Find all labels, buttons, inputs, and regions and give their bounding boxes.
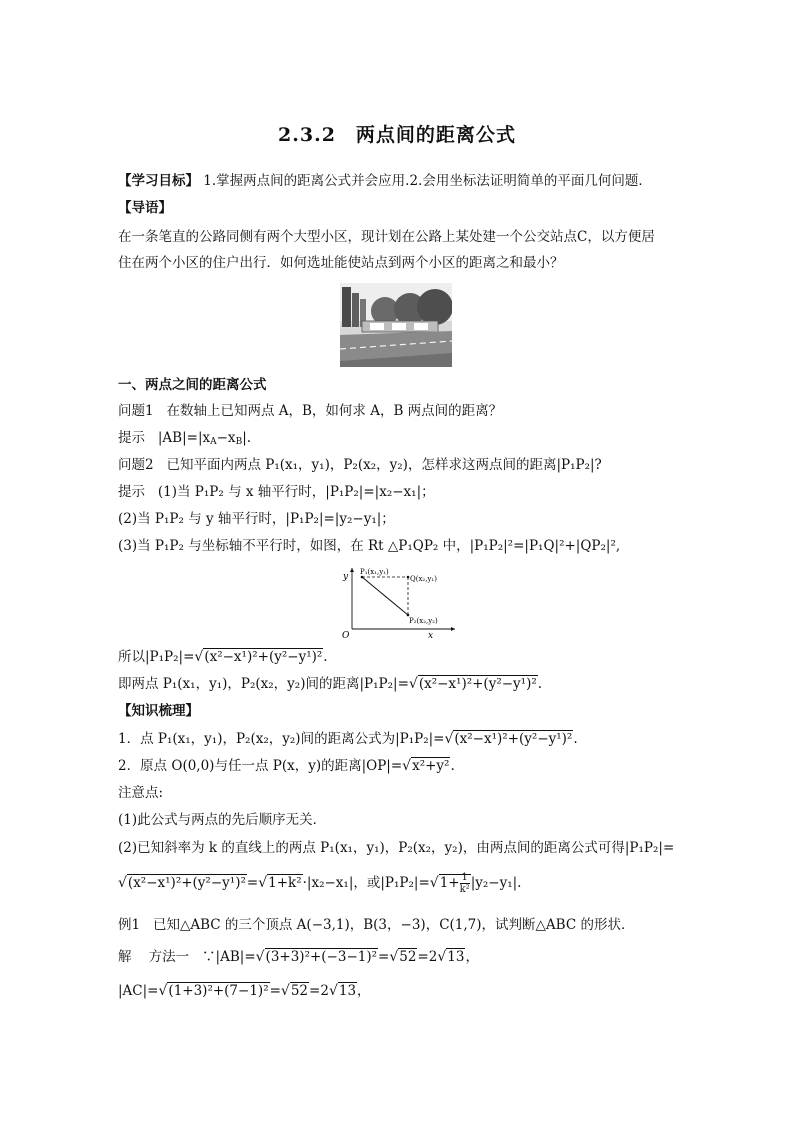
q-label: Q(x₂,y₁) <box>410 575 437 583</box>
p1-label: P₁(x₁,y₁) <box>360 568 389 576</box>
question-2 <box>118 454 688 476</box>
solution-ac-line: |AC|=√(1+3)²+(7−1)²=√52=2√13， <box>118 983 371 999</box>
note-radical-1: (x²−x¹)²+(y²−y¹)² <box>127 875 246 891</box>
segment-p1p2 <box>362 577 408 615</box>
knowledge-1-suffix: . <box>573 731 578 747</box>
ac-radical: (1+3)²+(7−1)² <box>168 983 269 999</box>
note-radical-3 <box>439 872 471 895</box>
that-prefix: 即两点 P₁(x₁，y₁)，P₂(x₂，y₂)间的距离|P₁P₂|= <box>118 676 409 692</box>
hint-2-case-2: (2)当 P₁P₂ 与 y 轴平行时，|P₁P₂|=|y₂−y₁|； <box>118 511 395 527</box>
note-fraction <box>460 872 470 895</box>
so-suffix: . <box>323 649 328 665</box>
intro-line-1: 在一条笔直的公路同侧有两个大型小区，现计划在公路上某处建一个公交站点C，以方便居 <box>118 229 655 245</box>
page-title: 2.3.2 两点间的距离公式 <box>278 124 516 146</box>
example-1 <box>118 914 688 936</box>
hint-2-case-3: (3)当 P₁P₂ 与坐标轴不平行时，如图，在 Rt △P₁QP₂ 中，|P₁P₂|²=|P₁Q|²+|QP₂|², <box>118 538 621 554</box>
learning-objectives <box>118 170 688 192</box>
so-prefix: 所以|P₁P₂|= <box>118 649 195 665</box>
example-1-text: 已知△ABC 的三个顶点 A(−3,1)，B(3，−3)，C(1,7)，试判断△ABC 的形状． <box>152 917 635 933</box>
intro-line-2: 住在两个小区的住户出行．如何选址能使站点到两个小区的距离之和最小？ <box>118 255 564 271</box>
question-2-text: 已知平面内两点 P₁(x₁，y₁)，P₂(x₂，y₂)，怎样求这两点间的距离|P₁P₂|? <box>166 457 602 473</box>
hint-2 <box>118 481 688 503</box>
question-2-label: 问题2 <box>118 457 154 473</box>
note-2: (2)已知斜率为 k 的直线上的两点 P₁(x₁，y₁)，P₂(x₂，y₂)，由两点间的距离公式可得|P₁P₂|= <box>118 840 675 856</box>
intro-tag: 【导语】 <box>118 200 172 216</box>
objectives-text: 1.掌握两点间的距离公式并会应用.2.会用坐标法证明简单的平面几何问题． <box>203 173 652 189</box>
hint-1 <box>118 427 688 453</box>
ac-end: ， <box>357 983 371 999</box>
solution-label: 解 <box>118 949 132 965</box>
so-radical: (x²−x¹)²+(y²−y¹)² <box>204 649 323 665</box>
knowledge-2-suffix: . <box>450 758 455 774</box>
notes-title: 注意点: <box>118 785 164 801</box>
ab-eq: = <box>378 949 390 965</box>
ab-sqrt-13: 13 <box>447 949 465 965</box>
distance-figure <box>340 565 460 640</box>
question-1-text: 在数轴上已知两点 A，B，如何求 A，B 两点间的距离？ <box>166 403 503 419</box>
ac-sqrt-13: 13 <box>338 983 357 999</box>
ac-sqrt-52: 52 <box>290 983 309 999</box>
ab-eq2: =2 <box>417 949 438 965</box>
ac-eq: = <box>269 983 281 999</box>
note-2-formula: √(x²−x¹)²+(y²−y¹)²=√1+k²·|x₂−x₁|，或|P₁P₂|=√1+ $\frac{1}{\text{k²}}$ |y₂−y₁|. <box>118 872 522 895</box>
note-end: |y₂−y₁|. <box>470 875 522 891</box>
that-suffix: . <box>537 676 543 692</box>
hint-1-sub-a: A <box>210 437 217 447</box>
knowledge-1-prefix: 1．点 P₁(x₁，y₁)，P₂(x₂，y₂)间的距离公式为|P₁P₂|= <box>118 731 445 747</box>
x-axis-label: x <box>428 631 434 640</box>
that-radical: (x²−x¹)²+(y²−y¹)² <box>418 676 537 692</box>
knowledge-2-radical: x²+y² <box>412 758 450 774</box>
hint-2-label: 提示 <box>118 484 145 500</box>
knowledge-item-2: 2．原点 O(0,0)与任一点 P(x，y)的距离|OP|=√x²+y². <box>118 758 455 774</box>
solution-method: 方法一 <box>148 949 190 965</box>
origin-label: O <box>342 631 350 640</box>
question-1-label: 问题1 <box>118 403 154 419</box>
ab-radical: (3+3)²+(−3−1)² <box>265 949 378 965</box>
ab-end: ， <box>465 949 479 965</box>
note-1: (1)此公式与两点的先后顺序无关． <box>118 812 327 828</box>
y-axis-label: y <box>343 572 349 582</box>
hint-1-sub-b: B <box>235 437 243 447</box>
hint-2-case-1: (1)当 P₁P₂ 与 x 轴平行时，|P₁P₂|=|x₂−x₁|； <box>157 484 435 500</box>
note-eq: = <box>246 875 259 891</box>
knowledge-item-1: 1．点 P₁(x₁，y₁)，P₂(x₂，y₂)间的距离公式为|P₁P₂|=√(x²−x¹)²+(y²−y¹)². <box>118 731 578 747</box>
hint-1-end: |. <box>242 430 252 446</box>
note-mid: ·|x₂−x₁|，或|P₁P₂|= <box>302 875 430 891</box>
knowledge-2-prefix: 2．原点 O(0,0)与任一点 P(x，y)的距离|OP|= <box>118 758 403 774</box>
example-1-label: 例1 <box>118 917 141 933</box>
objectives-tag: 【学习目标】 <box>118 173 199 189</box>
knowledge-tag: 【知识梳理】 <box>118 703 199 719</box>
ac-prefix: |AC|= <box>118 983 159 999</box>
ac-eq2: =2 <box>309 983 329 999</box>
bus-stop-photo <box>340 283 452 367</box>
that-formula-line: 即两点 P₁(x₁，y₁)，P₂(x₂，y₂)间的距离|P₁P₂|=√(x²−x¹)²+(y²−y¹)². <box>118 676 543 692</box>
hint-1-text: |AB|=|x <box>157 430 211 446</box>
question-1 <box>118 400 688 422</box>
note-fraction-den: k² <box>459 884 470 895</box>
so-formula-line: 所以|P₁P₂|=√(x²−x¹)²+(y²−y¹)². <box>118 649 328 665</box>
note-radical-2: 1+k² <box>268 875 302 891</box>
ab-prefix: ∵|AB|= <box>202 949 256 965</box>
knowledge-1-radical: (x²−x¹)²+(y²−y¹)² <box>454 731 573 747</box>
ab-sqrt-52: 52 <box>399 949 417 965</box>
note-fraction-num: 1 <box>461 872 468 883</box>
hint-1-mid: −x <box>216 430 236 446</box>
section-distance-formula: 一、两点之间的距离公式 <box>118 377 267 393</box>
solution-ab-line: 解 方法一 ∵|AB|=√(3+3)²+(−3−1)²=√52=2√13， <box>118 949 479 965</box>
note-radical-3-a: 1+ <box>439 875 460 891</box>
p2-label: P₂(x₂,y₂) <box>409 617 438 625</box>
hint-1-label: 提示 <box>118 430 145 446</box>
